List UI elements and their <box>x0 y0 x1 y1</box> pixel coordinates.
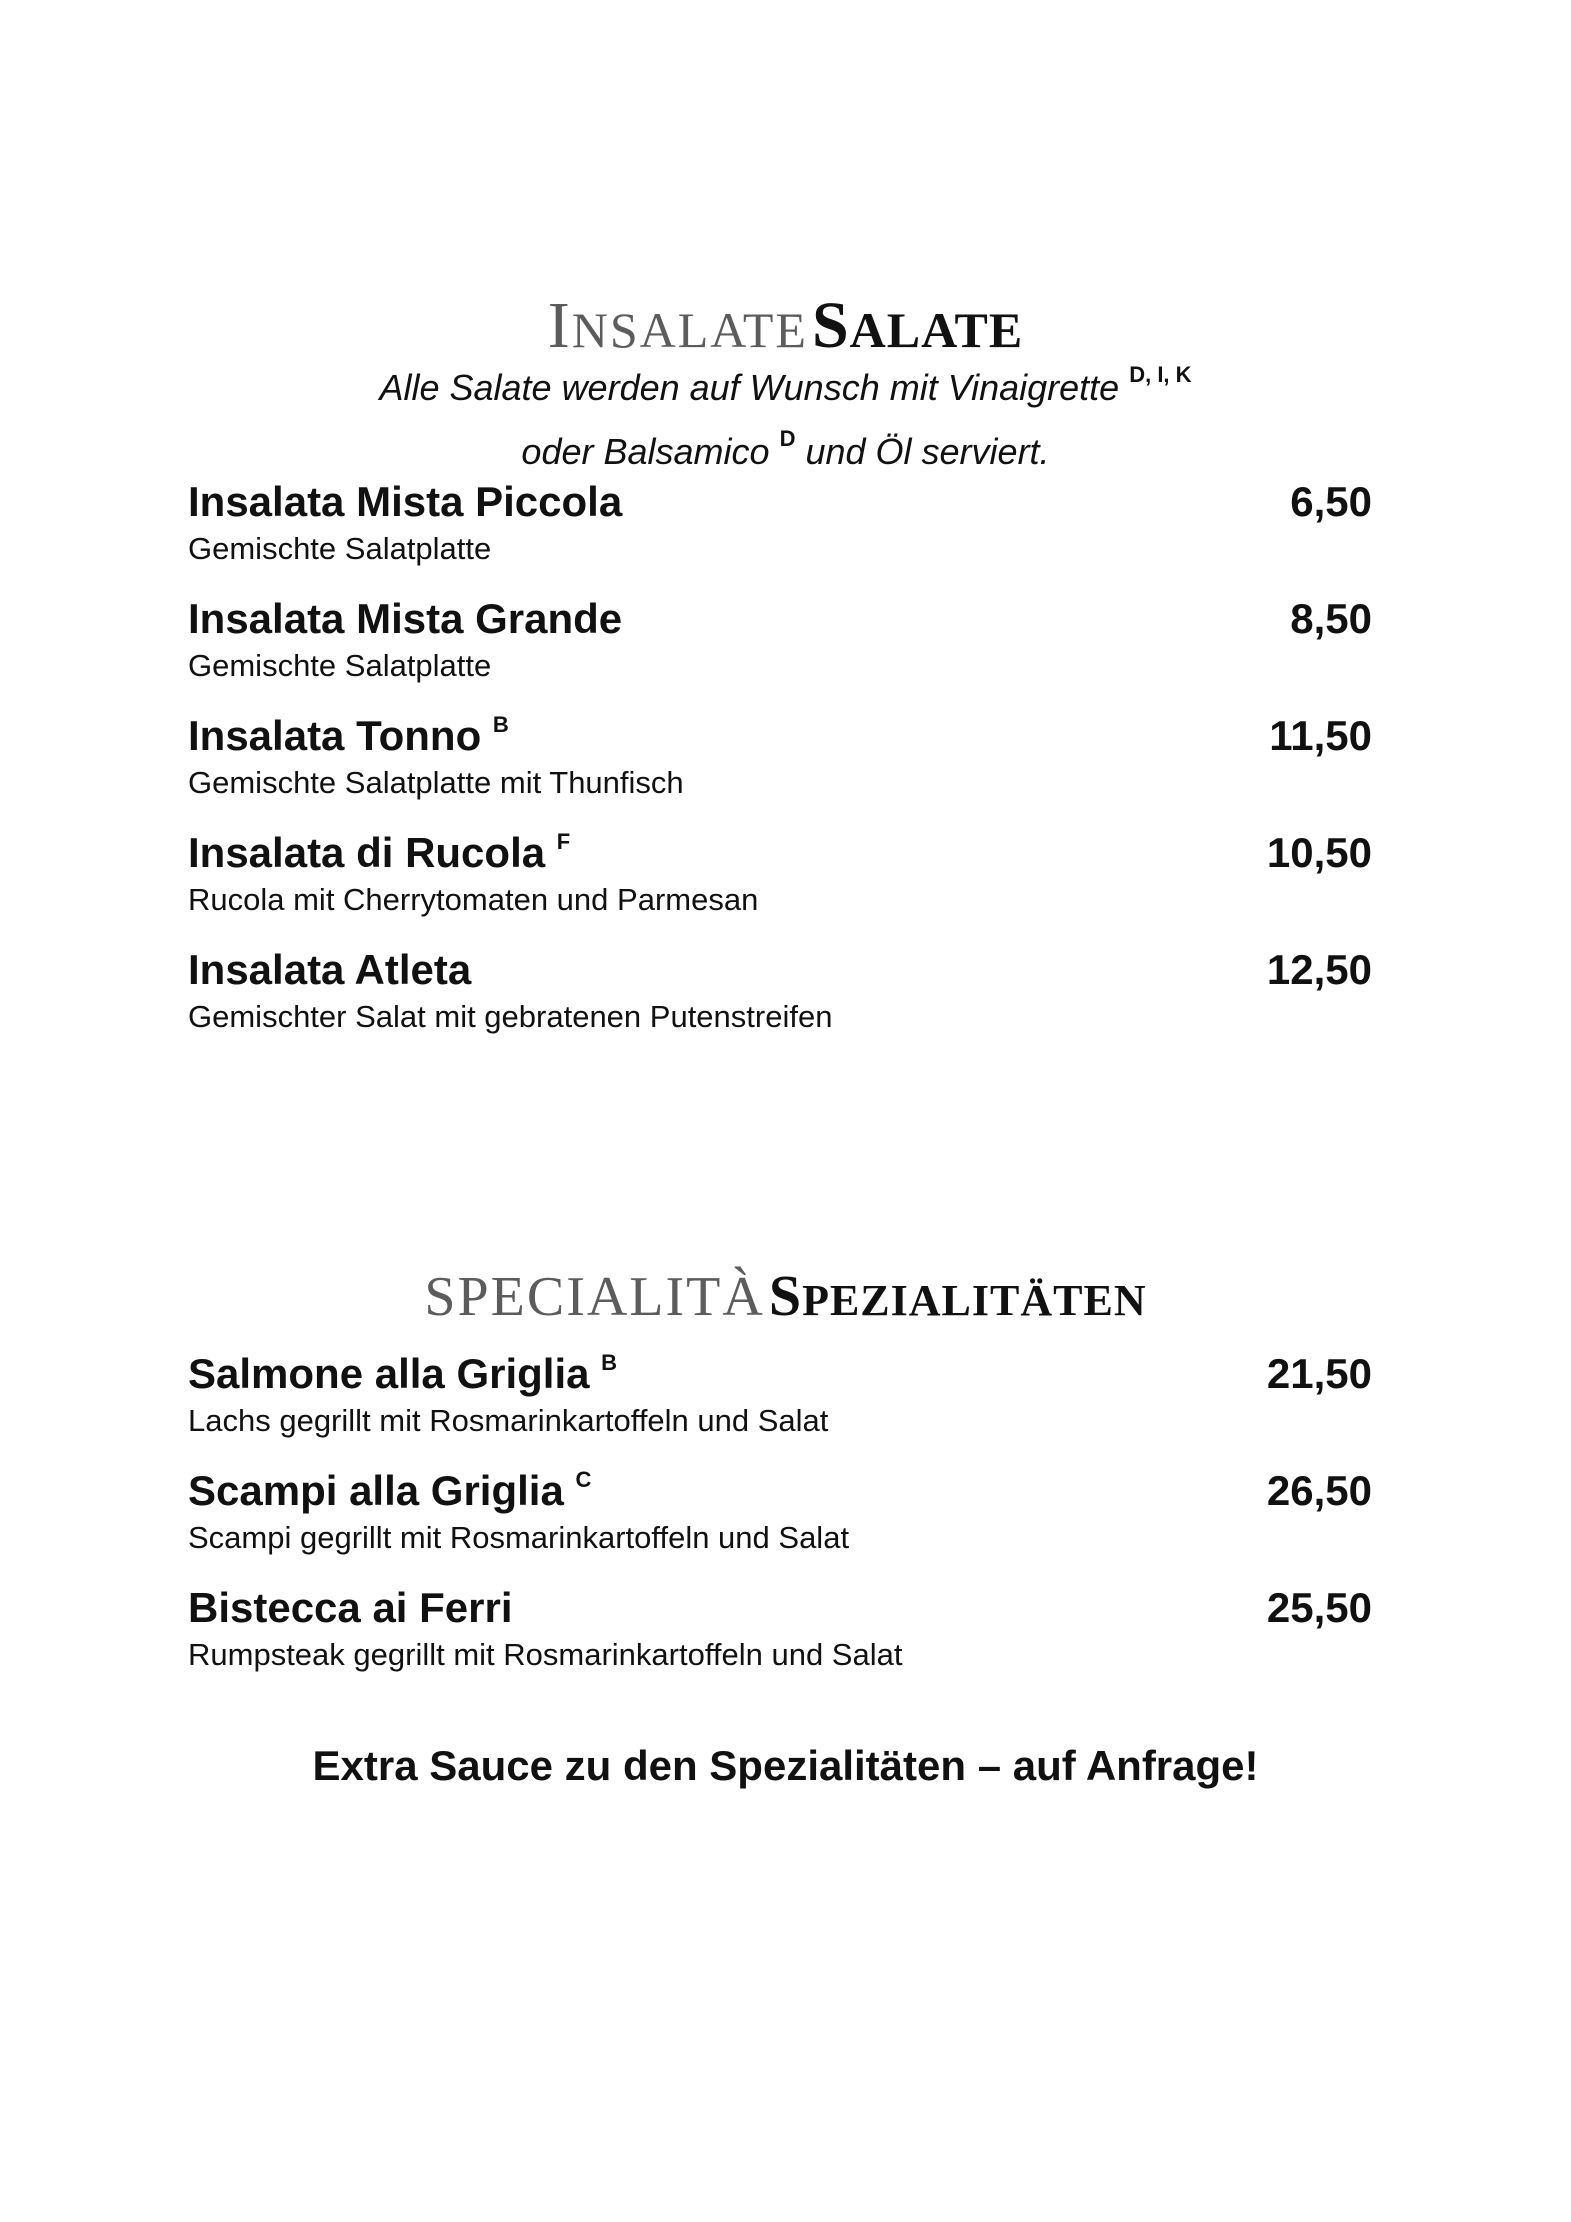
item-description: Scampi gegrillt mit Rosmarinkartoffeln und Salat <box>188 1520 850 1555</box>
item-name-text: Insalata Mista Piccola <box>188 478 623 525</box>
item-description: Gemischte Salatplatte <box>188 531 492 566</box>
specials-section-title <box>0 1262 1571 1329</box>
item-name-text: Insalata Atleta <box>188 946 472 993</box>
item-allergens: C <box>575 1467 592 1492</box>
item-description: Lachs gegrillt mit Rosmarinkartoffeln und Salat <box>188 1403 829 1438</box>
menu-item <box>188 1347 1372 1457</box>
item-description: Rucola mit Cherrytomaten und Parmesan <box>188 882 759 917</box>
specials-title-de-rest: PEZIALITÄTEN <box>802 1276 1147 1325</box>
item-name <box>188 1464 591 1518</box>
item-name-text: Salmone alla Griglia <box>188 1350 590 1397</box>
item-name <box>188 1581 513 1635</box>
salads-note-line2-allergen: D <box>779 426 796 451</box>
salads-title-de-rest: ALATE <box>849 302 1024 358</box>
salads-title-de-initial: S <box>811 289 850 362</box>
salads-note-line1 <box>0 356 1571 420</box>
menu-item <box>188 1581 1372 1691</box>
item-allergens: F <box>556 829 571 854</box>
item-price: 26,50 <box>1266 1467 1372 1514</box>
salads-note-line2-b: und Öl serviert. <box>805 431 1050 472</box>
salads-title-it-rest: NSALATE <box>571 302 808 358</box>
item-price: 6,50 <box>1290 478 1372 525</box>
item-name-text: Bistecca ai Ferri <box>188 1584 513 1631</box>
salads-section-title <box>0 288 1571 364</box>
salads-dressing-note <box>0 356 1571 484</box>
item-name <box>188 709 509 763</box>
item-name <box>188 475 622 529</box>
menu-item <box>188 475 1372 585</box>
item-description: Rumpsteak gegrillt mit Rosmarinkartoffeln und Salat <box>188 1637 903 1672</box>
item-name-text: Insalata Tonno <box>188 712 482 759</box>
item-name-text: Scampi alla Griglia <box>188 1467 564 1514</box>
item-description: Gemischte Salatplatte <box>188 648 492 683</box>
item-price: 21,50 <box>1266 1350 1372 1397</box>
specials-title-de-initial: S <box>768 1263 803 1328</box>
item-name <box>188 592 622 646</box>
item-price: 11,50 <box>1269 712 1372 759</box>
item-allergens: B <box>601 1350 618 1375</box>
item-price: 8,50 <box>1290 595 1372 642</box>
salads-note-line2-a: oder Balsamico <box>521 431 770 472</box>
item-allergens: B <box>492 712 509 737</box>
item-name-text: Insalata di Rucola <box>188 829 546 876</box>
item-name-text: Insalata Mista Grande <box>188 595 623 642</box>
salads-note-line1-allergens: D, I, K <box>1129 362 1192 387</box>
item-name <box>188 826 570 880</box>
menu-item <box>188 709 1372 819</box>
item-price: 25,50 <box>1266 1584 1372 1631</box>
specials-sauce-note: Extra Sauce zu den Spezialitäten – auf Anfrage! <box>312 1742 1259 1789</box>
salads-title-it-initial: I <box>547 289 572 362</box>
item-name <box>188 943 471 997</box>
item-description: Gemischter Salat mit gebratenen Putenstreifen <box>188 999 833 1034</box>
item-name <box>188 1347 617 1401</box>
specials-title-it: SPECIALITÀ <box>424 1266 765 1328</box>
menu-item <box>188 943 1372 1053</box>
item-price: 10,50 <box>1266 829 1372 876</box>
menu-item <box>188 826 1372 936</box>
item-price: 12,50 <box>1266 946 1372 993</box>
menu-item <box>188 592 1372 702</box>
salads-note-line1-text: Alle Salate werden auf Wunsch mit Vinaigrette <box>379 367 1120 408</box>
item-description: Gemischte Salatplatte mit Thunfisch <box>188 765 684 800</box>
menu-item <box>188 1464 1372 1574</box>
